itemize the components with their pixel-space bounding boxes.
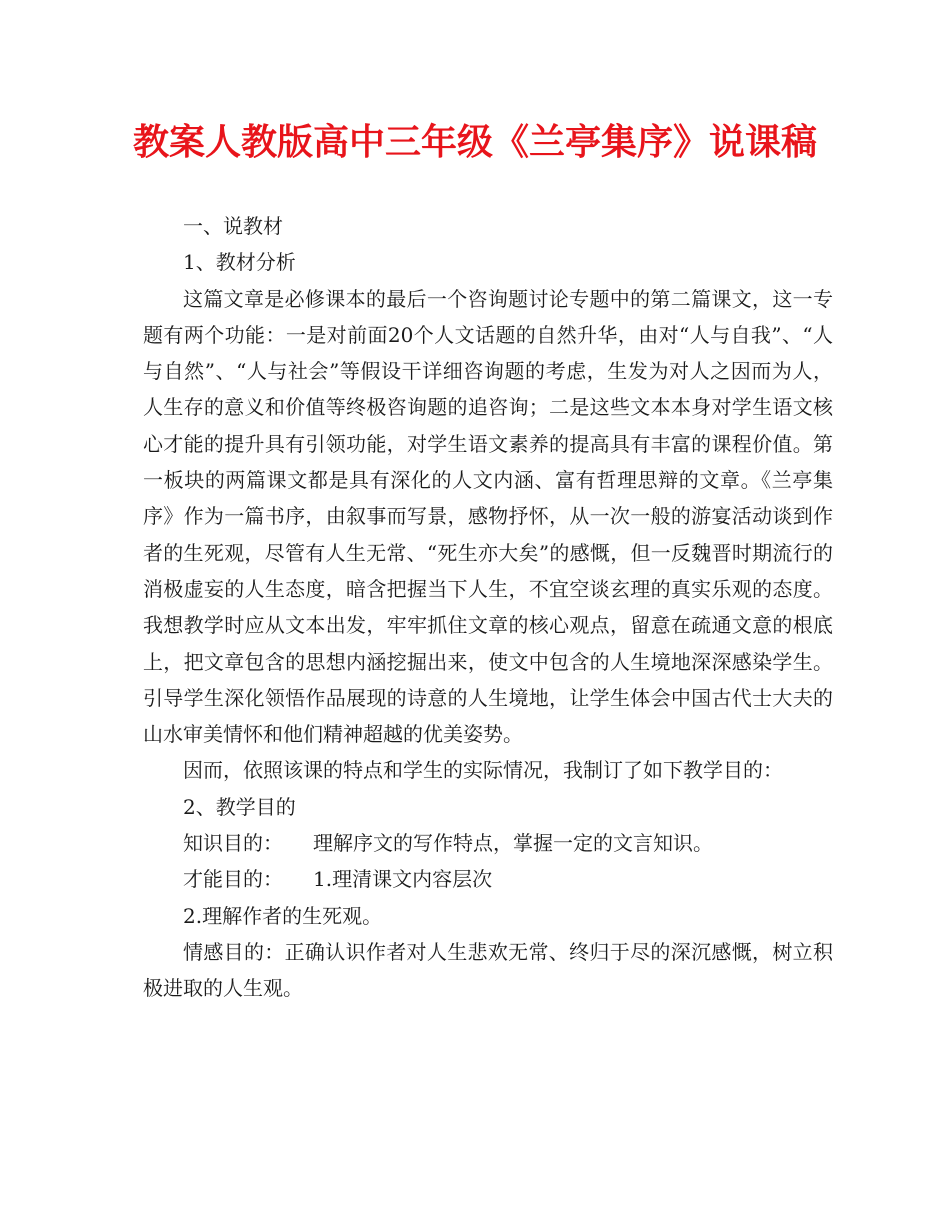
emotion-goal-paragraph: 情感目的：正确认识作者对人生悲欢无常、终归于尽的深沉感慨，树立积极进取的人生观。 — [143, 939, 833, 1001]
knowledge-goal-text: 理解序文的写作特点，掌握一定的文言知识。 — [313, 831, 713, 856]
paragraph-material-analysis: 这篇文章是必修课本的最后一个咨询题讨论专题中的第二篇课文，这一专题有两个功能：一是对前面20个人文话题的自然升华，由对“人与自我”、“人与自然”、“人与社会”等假设干详细咨询题的考虑，生发为对人之因而为人，人生存的意义和价值等终极咨询题的追咨询；二是这些文本本身对学生语文核心才能的提升具有引领功能，对学生语文素养的提高具有丰富的课程价值。第一板块的两篇课文都是具有深化的人文内涵、富有哲理思辩的文章。《兰亭集序》作为一篇书序，由叙事而写景，感物抒怀，从一次一般的游宴活动谈到作者的生死观，尽管有人生无常、“死生亦大矣”的感慨，但一反魏晋时期流行的消极虚妄的人生态度，暗含把握当下人生，不宜空谈玄理的真实乐观的态度。我想教学时应从文本出发，牢牢抓住文章的核心观点，留意在疏通文意的根底上，把文章包含的思想内涵挖掘出来，使文中包含的人生境地深深感染学生。引导学生深化领悟作品展现的诗意的人生境地，让学生体会中国古代士大夫的山水审美情怀和他们精神超越的优美姿势。 — [143, 286, 833, 747]
ability-goal-text-1: 1.理清课文内容层次 — [313, 867, 493, 892]
ability-goal-label: 才能目的： — [183, 867, 283, 892]
paragraph-therefore: 因而，依照该课的特点和学生的实际情况，我制订了如下教学目的： — [183, 758, 783, 783]
subheading-teaching-goals: 2、教学目的 — [183, 794, 296, 819]
knowledge-goal-label: 知识目的： — [183, 831, 283, 856]
section-heading-teaching-material: 一、说教材 — [183, 214, 283, 238]
subheading-material-analysis: 1、教材分析 — [183, 250, 296, 275]
document-title: 教案人教版高中三年级《兰亭集序》说课稿 — [132, 122, 817, 163]
ability-goal-row — [143, 861, 833, 897]
document-body — [143, 208, 833, 1007]
knowledge-goal-row — [143, 825, 833, 861]
ability-goal-text-2: 2.理解作者的生死观。 — [183, 903, 383, 928]
